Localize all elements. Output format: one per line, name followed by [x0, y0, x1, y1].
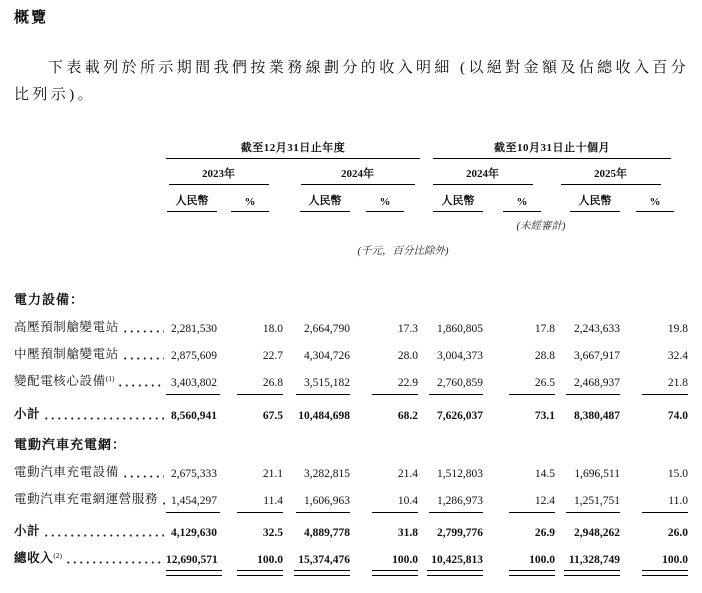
value-cell: 67.5	[262, 410, 283, 422]
value-cell: 1,251,751	[574, 495, 620, 507]
value-cell: 4,304,726	[304, 350, 350, 362]
value-cell: 28.8	[534, 350, 555, 362]
dot-leader	[43, 416, 164, 420]
value-cell: 2,799,776	[437, 527, 483, 539]
value-cell: 26.5	[534, 377, 555, 389]
subtotal-row	[14, 513, 690, 539]
value-cell: 19.8	[667, 323, 688, 335]
value-cell: 10,425,813	[431, 554, 483, 566]
value-cell: 12.4	[534, 495, 555, 507]
value-cell: 11.4	[263, 495, 283, 507]
year-header-2023: 2023年	[169, 165, 269, 185]
value-cell: 1,512,803	[437, 468, 483, 480]
currency-header: 人民幣	[433, 192, 483, 212]
value-cell: 21.8	[667, 377, 688, 389]
section-row	[14, 258, 690, 308]
year-header-2024: 2024年	[301, 165, 415, 185]
section-title-ev-charging: 電動汽車充電網：	[14, 437, 127, 452]
section-row	[14, 422, 690, 453]
dot-leader	[122, 474, 164, 478]
dot-leader	[117, 383, 164, 387]
row-label: 總收入	[14, 551, 54, 565]
section-title-power-equipment: 電力設備：	[14, 292, 85, 307]
dot-leader	[122, 356, 164, 360]
total-row	[14, 539, 690, 566]
revenue-table	[14, 139, 690, 576]
value-cell: 74.0	[667, 410, 688, 422]
column-rule	[372, 512, 418, 513]
value-cell: 1,860,805	[437, 323, 483, 335]
column-rule	[237, 394, 283, 395]
value-cell: 7,626,037	[437, 410, 483, 422]
period-annual	[166, 139, 420, 159]
value-cell: 100.0	[257, 554, 283, 566]
value-cell: 8,380,487	[574, 410, 620, 422]
value-cell: 2,243,633	[574, 323, 620, 335]
value-cell: 2,875,609	[171, 350, 217, 362]
value-cell: 11.0	[668, 495, 688, 507]
value-cell: 4,889,778	[304, 527, 350, 539]
value-cell: 1,286,973	[437, 495, 483, 507]
value-cell: 4,129,630	[171, 527, 217, 539]
page-title: 概覽	[14, 10, 49, 26]
value-cell: 26.0	[667, 527, 688, 539]
value-cell: 21.4	[397, 468, 418, 480]
row-label: 電動汽車充電網運營服務	[14, 492, 159, 506]
column-rule	[509, 394, 555, 395]
value-cell: 32.4	[667, 350, 688, 362]
note-unit: (千元，百分比除外)	[357, 246, 449, 257]
value-cell: 26.9	[534, 527, 555, 539]
column-rule	[296, 512, 350, 513]
value-cell: 22.9	[397, 377, 418, 389]
value-cell: 10.4	[397, 495, 418, 507]
value-cell: 21.1	[262, 468, 283, 480]
column-rule	[372, 394, 418, 395]
table-row	[14, 480, 690, 507]
total-double-rule	[166, 570, 222, 576]
intro-line-1: 下表載列於所示期間我們按業務線劃分的收入明細 (以絕對金額及佔總收入百分	[48, 60, 690, 76]
total-double-rule	[427, 570, 483, 576]
column-rule	[296, 394, 350, 395]
value-cell: 2,664,790	[304, 323, 350, 335]
value-cell: 2,760,859	[437, 377, 483, 389]
value-cell: 3,282,815	[304, 468, 350, 480]
value-cell: 15,374,476	[298, 554, 350, 566]
value-cell: 3,667,917	[574, 350, 620, 362]
note-unaudited: (未經審計)	[516, 221, 566, 232]
dot-leader	[161, 501, 165, 505]
table-row	[14, 453, 690, 480]
value-cell: 32.5	[262, 527, 283, 539]
footnote-marker: (1)	[105, 374, 115, 383]
value-cell: 31.8	[397, 527, 418, 539]
value-cell: 18.0	[262, 323, 283, 335]
value-cell: 22.7	[262, 350, 283, 362]
value-cell: 73.1	[534, 410, 555, 422]
value-cell: 100.0	[529, 554, 555, 566]
footnote-marker: (2)	[53, 551, 63, 560]
column-rule	[566, 512, 620, 513]
column-rule	[509, 512, 555, 513]
value-cell: 15.0	[667, 468, 688, 480]
intro-paragraph	[14, 55, 694, 109]
percent-header: %	[231, 196, 269, 212]
note-row-unit	[14, 233, 690, 258]
row-label: 小計	[14, 407, 41, 421]
row-label: 高壓預制艙變電站	[14, 320, 119, 334]
value-cell: 68.2	[397, 410, 418, 422]
currency-header: 人民幣	[570, 192, 620, 212]
year-header-2025: 2025年	[561, 165, 661, 185]
value-cell: 14.5	[534, 468, 555, 480]
value-cell: 17.3	[397, 323, 418, 335]
value-cell: 100.0	[392, 554, 418, 566]
column-rule	[237, 512, 283, 513]
value-cell: 26.8	[262, 377, 283, 389]
row-label: 小計	[14, 524, 41, 538]
value-cell: 3,403,802	[171, 377, 217, 389]
row-label: 變配電核心設備	[14, 374, 106, 388]
dot-leader	[65, 560, 164, 564]
value-cell: 3,004,373	[437, 350, 483, 362]
value-cell: 8,560,941	[171, 410, 217, 422]
percent-header: %	[503, 196, 541, 212]
value-cell: 17.8	[534, 323, 555, 335]
row-label: 中壓預制艙變電站	[14, 347, 119, 361]
percent-header: %	[366, 196, 404, 212]
subheader-row	[14, 185, 690, 212]
dot-leader	[122, 329, 164, 333]
row-label: 電動汽車充電設備	[14, 465, 119, 479]
value-cell: 1,454,297	[171, 495, 217, 507]
total-double-rule	[642, 570, 688, 576]
value-cell: 3,515,182	[304, 377, 350, 389]
dot-leader	[43, 533, 164, 537]
value-cell: 28.0	[397, 350, 418, 362]
total-double-rule	[509, 570, 555, 576]
currency-header: 人民幣	[167, 192, 217, 212]
note-row-unaudited	[14, 212, 690, 233]
value-cell: 10,484,698	[298, 410, 350, 422]
column-rule	[566, 394, 620, 395]
value-cell: 2,281,530	[171, 323, 217, 335]
double-rule-row	[14, 566, 690, 576]
value-cell: 100.0	[662, 554, 688, 566]
currency-header: 人民幣	[300, 192, 350, 212]
total-double-rule	[372, 570, 418, 576]
value-cell: 1,696,511	[574, 468, 620, 480]
column-rule	[429, 512, 483, 513]
table-row	[14, 308, 690, 335]
column-rule	[642, 394, 688, 395]
value-cell: 1,606,963	[304, 495, 350, 507]
intro-line-2: 比列示)。	[14, 87, 96, 103]
year-header-row	[14, 155, 690, 185]
value-cell: 11,328,749	[568, 554, 620, 566]
percent-header: %	[636, 196, 674, 212]
total-double-rule	[294, 570, 350, 576]
table-row	[14, 335, 690, 362]
period-ten-month-label: 截至10月31日止十個月	[433, 139, 671, 159]
year-header-2024-10m: 2024年	[433, 165, 533, 185]
period-ten-month	[420, 139, 690, 159]
total-double-rule	[564, 570, 620, 576]
column-rule	[642, 512, 688, 513]
table-row	[14, 362, 690, 389]
column-rule	[429, 394, 483, 395]
period-annual-label: 截至12月31日止年度	[166, 139, 420, 159]
column-rule	[166, 394, 220, 395]
total-double-rule	[237, 570, 283, 576]
column-rule	[166, 512, 220, 513]
subtotal-row	[14, 395, 690, 422]
value-cell: 2,468,937	[574, 377, 620, 389]
period-header-row	[14, 139, 690, 155]
value-cell: 2,948,262	[574, 527, 620, 539]
value-cell: 12,690,571	[166, 554, 218, 566]
value-cell: 2,675,333	[171, 468, 217, 480]
